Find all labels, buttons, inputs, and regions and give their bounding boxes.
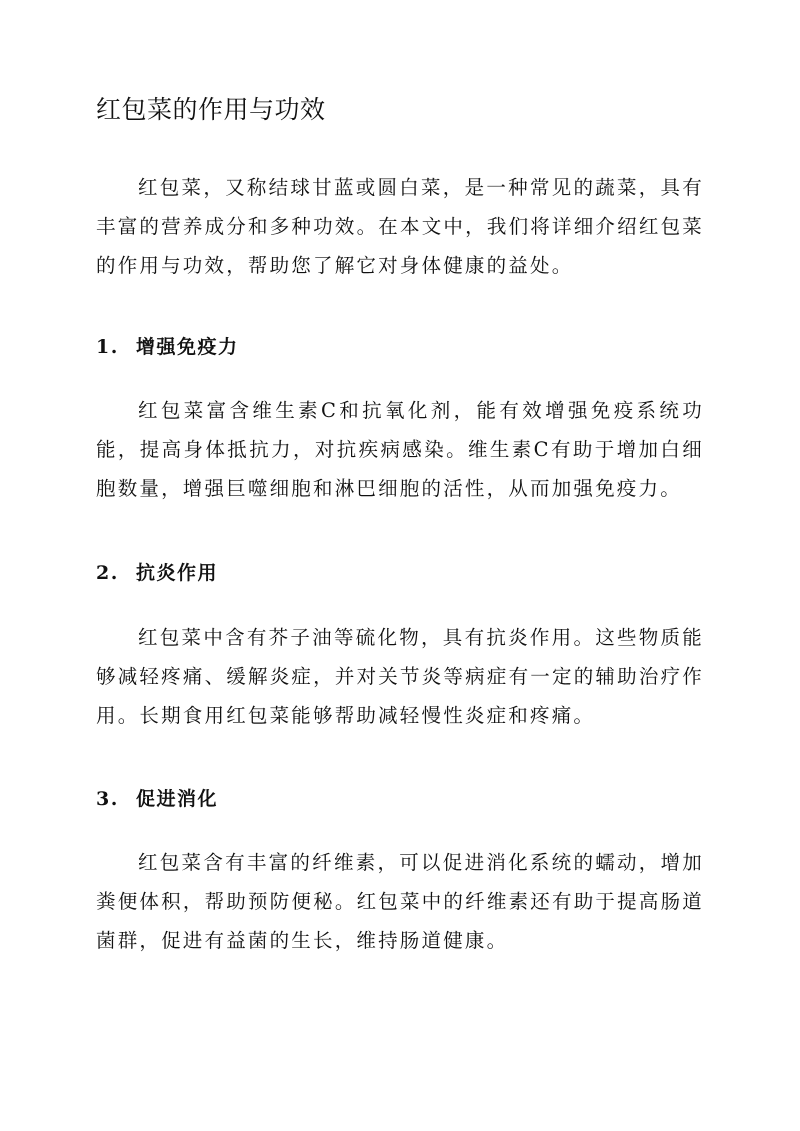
page-title: 红包菜的作用与功效 bbox=[96, 95, 326, 124]
section-paragraph-digestion: 红包菜含有丰富的纤维素，可以促进消化系统的蠕动，增加粪便体积，帮助预防便秘。红包菜中的纤维素还有助于提高肠道菌群，促进有益菌的生长，维持肠道健康。 bbox=[96, 851, 704, 952]
section-heading-digestion bbox=[96, 784, 218, 814]
section-heading-immunity bbox=[96, 332, 239, 362]
section-number: 2. bbox=[96, 562, 119, 584]
section-heading-text: 抗炎作用 bbox=[136, 562, 219, 584]
intro-paragraph: 红包菜，又称结球甘蓝或圆白菜，是一种常见的蔬菜，具有丰富的营养成分和多种功效。在本文中，我们将详细介绍红包菜的作用与功效，帮助您了解它对身体健康的益处。 bbox=[96, 176, 704, 277]
section-heading-text: 增强免疫力 bbox=[136, 336, 239, 358]
section-heading-text: 促进消化 bbox=[136, 788, 219, 810]
section-number: 3. bbox=[96, 788, 119, 810]
section-paragraph-immunity: 红包菜富含维生素C和抗氧化剂，能有效增强免疫系统功能，提高身体抵抗力，对抗疾病感染。维生素C有助于增加白细胞数量，增强巨噬细胞和淋巴细胞的活性，从而加强免疫力。 bbox=[96, 399, 704, 500]
section-paragraph-anti-inflammatory: 红包菜中含有芥子油等硫化物，具有抗炎作用。这些物质能够减轻疼痛、缓解炎症，并对关节炎等病症有一定的辅助治疗作用。长期食用红包菜能够帮助减轻慢性炎症和疼痛。 bbox=[96, 626, 704, 727]
section-number: 1. bbox=[96, 336, 119, 358]
section-heading-anti-inflammatory bbox=[96, 558, 218, 588]
